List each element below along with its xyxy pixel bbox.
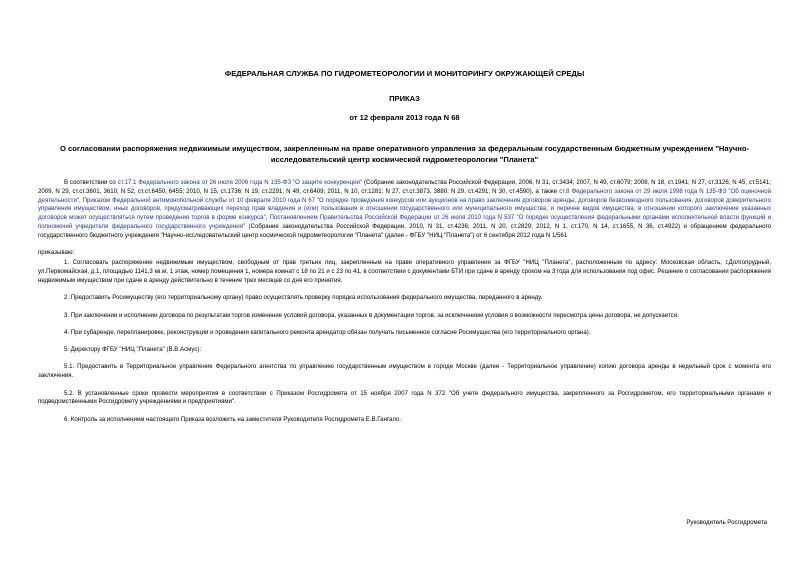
order-item-2: 2. Предоставить Росимуществу (его территориальному органу) право осуществлять проверку порядка использования федерального имущества, переданного в аренду.: [64, 294, 543, 302]
law-link-valuation[interactable]: ст.8 Федерального закона от 29 июля 1998 года N 135-ФЗ "Об оценочной деятельности": [38, 187, 771, 204]
law-link-135fz[interactable]: ст.17.1 Федерального закона от 26 июля 2006 года N 135-ФЗ "О защите конкуренции": [117, 179, 363, 186]
preamble-text-5: (Собрание законодательства Российской Федерации, 2010, N 31, ст.4236; 2011, N 20, ст.2829; 2012, N 1, ст.170, N 14, ст.1655, N 36, ст.4922) и обращением федерального государственного бюджетного учреждения "Научно-исследовательский центр космической гидрометеорологии "Планета" (далее - ФГБУ "НИЦ "Планета") от 6 сентября 2012 года N 1/561: [38, 222, 771, 239]
order-item-4: 4. При субаренде, перепланировке, реконструкции и проведении капитального ремонта арендатор обязан получать письменное согласие Росимущества (его территориального органа).: [64, 328, 591, 336]
order-item-5-2: 5.2. В установленные сроки провести мероприятия в соответствии с Приказом Росгидромета от 15 ноября 2007 года N 372 "Об учете федерального имущества, закрепленного за Росгидрометом, его территориальными органами и подведомственными Росгидромету учреждениями и предприятиями".: [38, 389, 771, 406]
document-date: от 12 февраля 2013 года N 68: [349, 113, 460, 122]
order-word: приказываю:: [38, 248, 75, 256]
signature-block: Руководитель Росгидромета: [686, 519, 767, 526]
document-subject: О согласовании распоряжения недвижимым имуществом, закрепленным на праве оперативного управления за федеральным государственным бюджетным учреждением "Научно-исследовательский центр космической гидрометеорологии "Планета": [59, 144, 750, 164]
order-item-5: 5. Директору ФГБУ "НИЦ "Планета" (В.В.Асмус):: [64, 346, 202, 354]
preamble-paragraph: [38, 179, 771, 241]
order-item-5-1: 5.1. Предоставить в Территориальное управление Федерального агентства по управлению государственным имуществом в городе Москве (далее - Территориальное управление) копию договора аренды в недельный срок с момента его заключения.: [38, 363, 771, 380]
preamble-text-3: ,: [79, 196, 83, 204]
agency-title: ФЕДЕРАЛЬНАЯ СЛУЖБА ПО ГИДРОМЕТЕОРОЛОГИИ И МОНИТОРИНГУ ОКРУЖАЮЩЕЙ СРЕДЫ: [224, 69, 585, 78]
law-link-fas-order[interactable]: Приказом Федеральной антимонопольной службы от 10 февраля 2010 года N 67 "О порядке проведения конкурсов или аукционов на право заключения договоров аренды, договоров безвозмездного пользования, договоров доверительного управления имуществом, иных договоров, предусматривающих переход прав владения и (или) пользования в отношении государственного или муниципального имущества, и перечне видов имущества, в отношении которого заключение указанных договоров может осуществляться путем проведения торгов в форме конкурса": [38, 196, 771, 222]
order-item-6: 6. Контроль за исполнением настоящего Приказа возложить на заместителя Руководителя Росгидромета Е.В.Гангало.: [64, 415, 402, 423]
preamble-text-1: В соответствии со: [64, 179, 118, 186]
law-link-government-decree[interactable]: Постановлением Правительства Российской Федерации от 26 июля 2010 года N 537 "О порядке осуществления федеральными органами исполнительной власти функций и полномочий учредителя федерального государственного учреждения": [38, 214, 771, 230]
preamble-text-2: (Собрание законодательства Российской Федерации, 2006, N 31, ст.3434; 2007, N 49, ст.6079; 2008, N 18, ст.1941; N 27, ст.3126; N 45, ст.5141; 2009, N 29, ст.ст.3601, 3610; N 52, ст.ст.6450, 6455; 2010, N 15, ст.1736; N 19, ст.2291; N 49, ст.6409; 2011, N 10, ст.1281; N 27, ст.ст.3873, 3880; N 29, ст.4291; N 30, ст.4590), а также: [38, 179, 771, 195]
document-type: ПРИКАЗ: [389, 94, 420, 103]
order-item-1: 1. Согласовать распоряжение недвижимым имуществом, свободным от прав третьих лиц, закрепленным на праве оперативного управления за ФГБУ "НИЦ "Планета", расположенным по адресу: Московская область, г.Долгопрудный, ул.Первомайская, д.1, площадью 1141,3 кв.м, 1 этаж, номер помещения 1, номера комнат с 18 по 21 и с 23 по 41, в соответствии с документами БТИ при сдаче в аренду сроком на 3 года для использования под офис. Решение о согласовании распоряжения недвижимым имуществом при сдаче в аренду действительно в течение трех месяцев со дня его принятия.: [38, 259, 771, 284]
order-item-3: 3. При заключении и исполнении договора по результатам торгов изменение условий договора, указанных в документации торгов, за исключением условия о возможности пересмотра цены договора, не допускается.: [64, 311, 679, 319]
preamble-text-4: ,: [265, 214, 270, 222]
